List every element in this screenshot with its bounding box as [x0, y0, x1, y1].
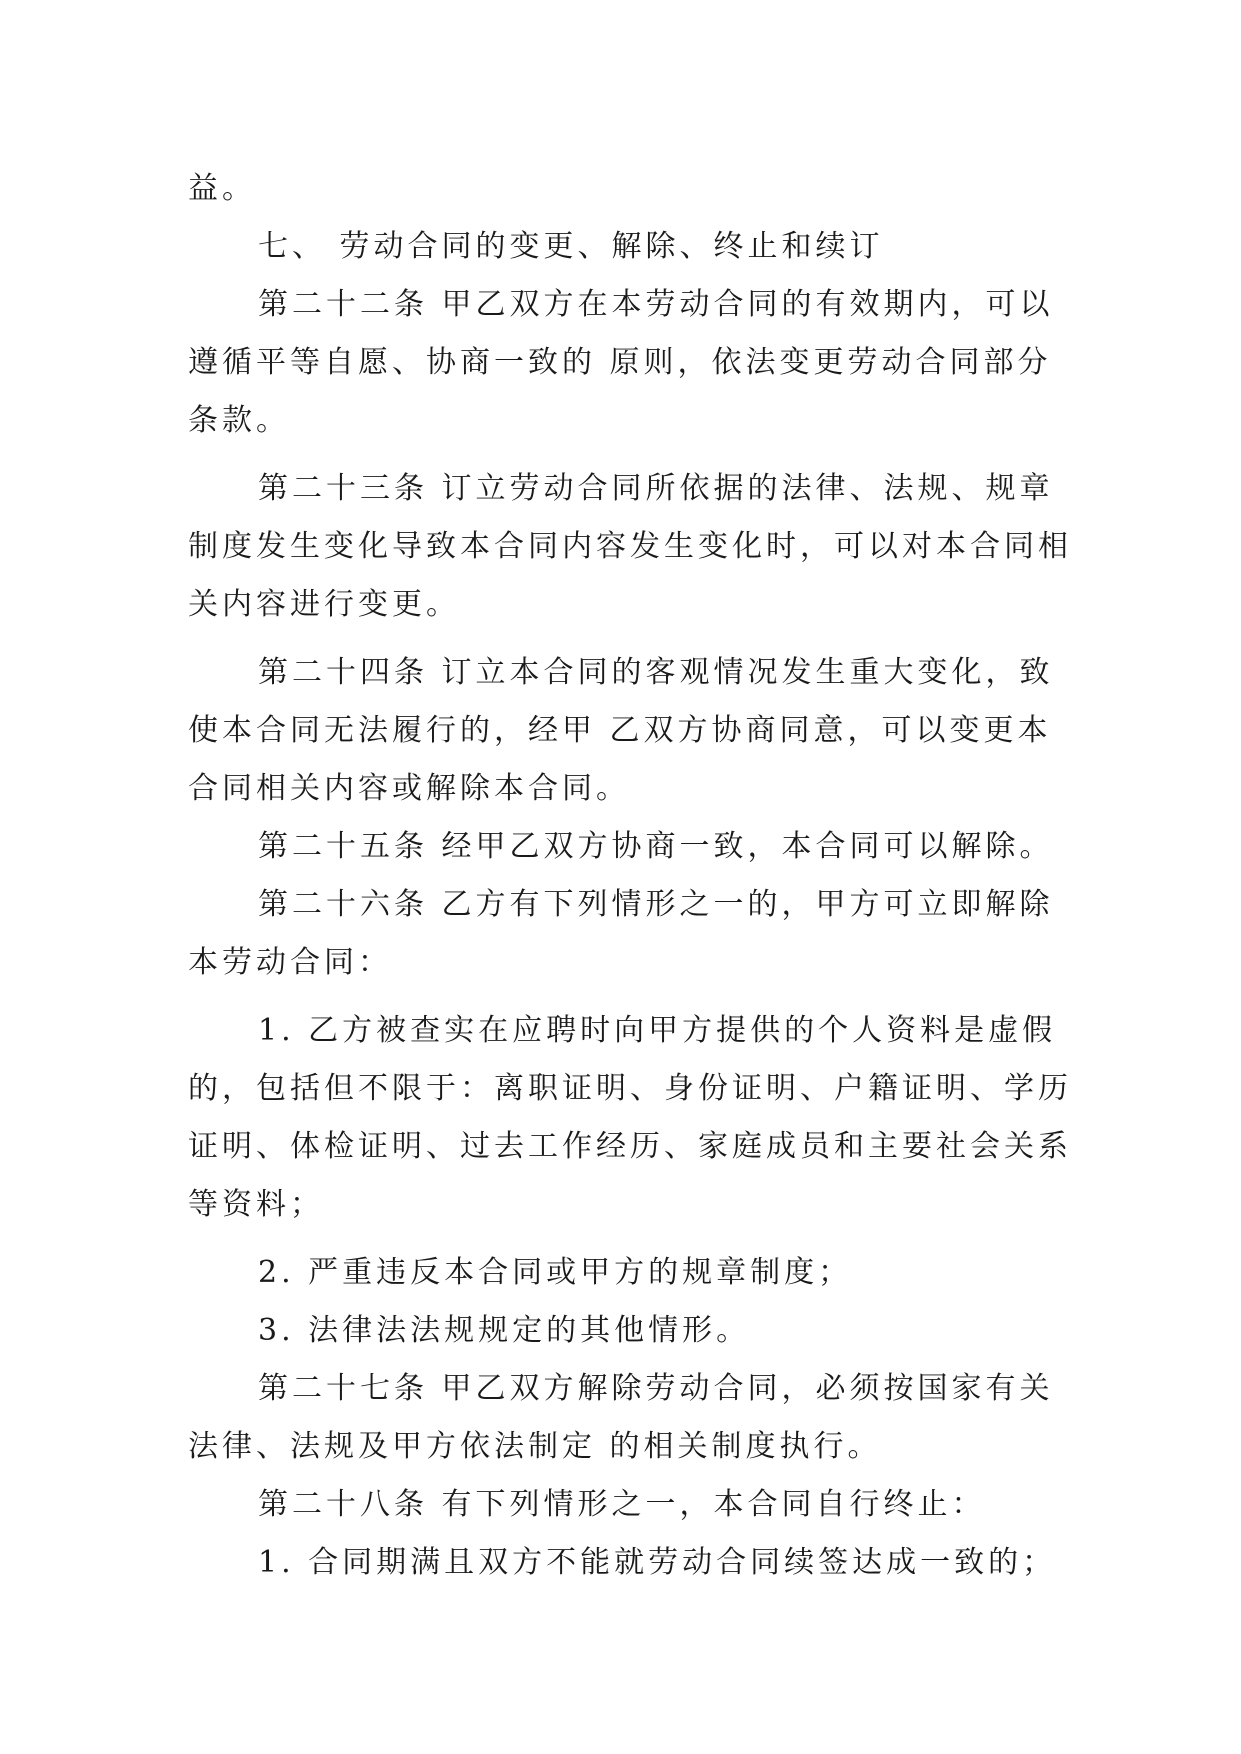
article-22-line-1: 第二十二条 甲乙双方在本劳动合同的有效期内，可以 [258, 287, 1054, 322]
list-item-3: 3. 法律法法规规定的其他情形。 [258, 1313, 751, 1348]
article-22-line-2: 遵循平等自愿、协商一致的 原则，依法变更劳动合同部分 [188, 345, 1052, 380]
article-28-line-1: 第二十八条 有下列情形之一，本合同自行终止： [258, 1487, 986, 1522]
text-line: 益。 [188, 171, 256, 206]
article-27-line-1: 第二十七条 甲乙双方解除劳动合同，必须按国家有关 [258, 1371, 1054, 1406]
list-item-1-line-3: 证明、体检证明、过去工作经历、家庭成员和主要社会关系 [188, 1129, 1072, 1164]
article-23-line-2: 制度发生变化导致本合同内容发生变化时，可以对本合同相 [188, 529, 1072, 564]
article-24-line-1: 第二十四条 订立本合同的客观情况发生重大变化，致 [258, 655, 1054, 690]
article-23-line-3: 关内容进行变更。 [188, 587, 460, 622]
article-27-line-2: 法律、法规及甲方依法制定 的相关制度执行。 [188, 1429, 882, 1464]
article-24-line-2: 使本合同无法履行的，经甲 乙双方协商同意，可以变更本 [188, 713, 1052, 748]
list-item-2: 2. 严重违反本合同或甲方的规章制度； [258, 1255, 853, 1290]
list-item-1-line-4: 等资料； [188, 1187, 324, 1222]
list-item-1-line-1: 1. 乙方被查实在应聘时向甲方提供的个人资料是虚假 [258, 1013, 1057, 1048]
document-body [188, 160, 1072, 1592]
list-item-1-line-2: 的，包括但不限于：离职证明、身份证明、户籍证明、学历 [188, 1071, 1072, 1106]
article-26-line-1: 第二十六条 乙方有下列情形之一的，甲方可立即解除 [258, 887, 1054, 922]
article-23-line-1: 第二十三条 订立劳动合同所依据的法律、法规、规章 [258, 471, 1054, 506]
article-25-line-1: 第二十五条 经甲乙双方协商一致，本合同可以解除。 [258, 829, 1054, 864]
article-22-line-3: 条款。 [188, 403, 290, 438]
article-26-line-2: 本劳动合同： [188, 945, 392, 980]
article-24-line-3: 合同相关内容或解除本合同。 [188, 771, 630, 806]
section-heading: 七、 劳动合同的变更、解除、终止和续订 [258, 229, 884, 264]
article-28-list-item-1: 1. 合同期满且双方不能就劳动合同续签达成一致的； [258, 1545, 1057, 1580]
